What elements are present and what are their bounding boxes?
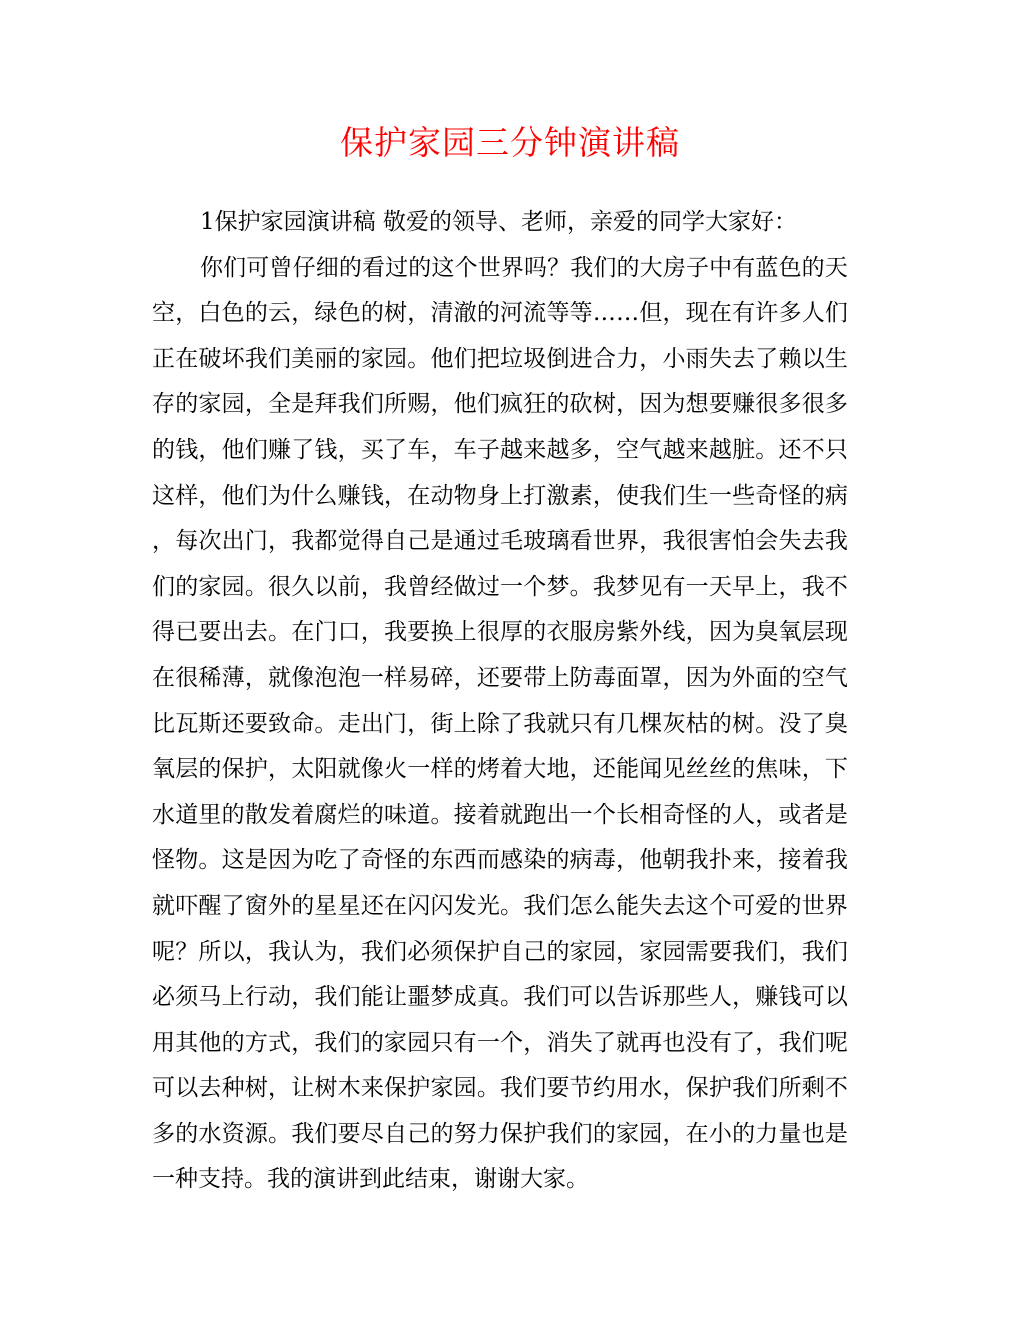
- text-line: 多 的 水 资 源 。 我 们 要 尽 自 己 的 努 力 保 护 我 们 的 家 园 ， 在 小 的 力 量 也 是: [152, 1120, 848, 1147]
- greeting-line: 1保护家园演讲稿 敬爱的领导、老师，亲爱的同学大家好：: [200, 209, 797, 235]
- text-line: 这 样 ， 他 们 为 什 么 赚 钱 ， 在 动 物 身 上 打 激 素 ， 使 我 们 生 一 些 奇 怪 的 病: [152, 482, 848, 509]
- text-line: ， 每 次 出 门 ， 我 都 觉 得 自 己 是 通 过 毛 玻 璃 看 世 界 ， 我 很 害 怕 会 失 去 我: [152, 528, 848, 555]
- text-line: 比 瓦 斯 还 要 致 命 。 走 出 门 ， 街 上 除 了 我 就 只 有 几 棵 灰 枯 的 树 。 没 了 臭: [152, 710, 848, 737]
- text-line: 可 以 去 种 树 ， 让 树 木 来 保 护 家 园 。 我 们 要 节 约 用 水 ， 保 护 我 们 所 剩 不: [152, 1075, 848, 1102]
- text-line: 你 们 可 曾 仔 细 的 看 过 的 这 个 世 界 吗 ？ 我 们 的 大 房 子 中 有 蓝 色 的 天: [200, 254, 848, 281]
- text-line: 怪 物 。 这 是 因 为 吃 了 奇 怪 的 东 西 而 感 染 的 病 毒 ， 他 朝 我 扑 来 ， 接 着 我: [152, 847, 848, 874]
- text-line: 得 已 要 出 去 。 在 门 口 ， 我 要 换 上 很 厚 的 衣 服 房 紫 外 线 ， 因 为 臭 氧 层 现: [152, 619, 848, 646]
- text-line: 水 道 里 的 散 发 着 腐 烂 的 味 道 。 接 着 就 跑 出 一 个 长 相 奇 怪 的 人 ， 或 者 是: [152, 801, 848, 828]
- text-line: 们 的 家 园 。 很 久 以 前 ， 我 曾 经 做 过 一 个 梦 。 我 梦 见 有 一 天 早 上 ， 我 不: [152, 573, 848, 600]
- text-line: 就 吓 醒 了 窗 外 的 星 星 还 在 闪 闪 发 光 。 我 们 怎 么 能 失 去 这 个 可 爱 的 世 界: [152, 892, 848, 919]
- text-line: 的 钱 ， 他 们 赚 了 钱 ， 买 了 车 ， 车 子 越 来 越 多 ， 空 气 越 来 越 脏 。 还 不 只: [152, 436, 848, 463]
- text-line: 空 ， 白 色 的 云 ， 绿 色 的 树 ， 清 澈 的 河 流 等 等 … … 但 ， 现 在 有 许 多 人 们: [152, 300, 848, 327]
- text-line: 必 须 马 上 行 动 ， 我 们 能 让 噩 梦 成 真 。 我 们 可 以 告 诉 那 些 人 ， 赚 钱 可 以: [152, 984, 848, 1011]
- text-line: 氧 层 的 保 护 ， 太 阳 就 像 火 一 样 的 烤 着 大 地 ， 还 能 闻 见 丝 丝 的 焦 味 ， 下: [152, 756, 848, 783]
- document-body: [152, 200, 848, 1203]
- text-line: 一种支持。我的演讲到此结束，谢谢大家。: [152, 1166, 589, 1193]
- text-line: 存 的 家 园 ， 全 是 拜 我 们 所 赐 ， 他 们 疯 狂 的 砍 树 ， 因 为 想 要 赚 很 多 很 多: [152, 391, 848, 418]
- text-line: 用 其 他 的 方 式 ， 我 们 的 家 园 只 有 一 个 ， 消 失 了 就 再 也 没 有 了 ， 我 们 呢: [152, 1029, 848, 1056]
- text-line: 在 很 稀 薄 ， 就 像 泡 泡 一 样 易 碎 ， 还 要 带 上 防 毒 面 罩 ， 因 为 外 面 的 空 气: [152, 664, 848, 691]
- text-line: 正 在 破 坏 我 们 美 丽 的 家 园 。 他 们 把 垃 圾 倒 进 合 力 ， 小 雨 失 去 了 赖 以 生: [152, 345, 848, 372]
- text-line: 呢 ？ 所 以 ， 我 认 为 ， 我 们 必 须 保 护 自 己 的 家 园 ， 家 园 需 要 我 们 ， 我 们: [152, 938, 848, 965]
- document-title: 保护家园三分钟演讲稿: [340, 123, 680, 162]
